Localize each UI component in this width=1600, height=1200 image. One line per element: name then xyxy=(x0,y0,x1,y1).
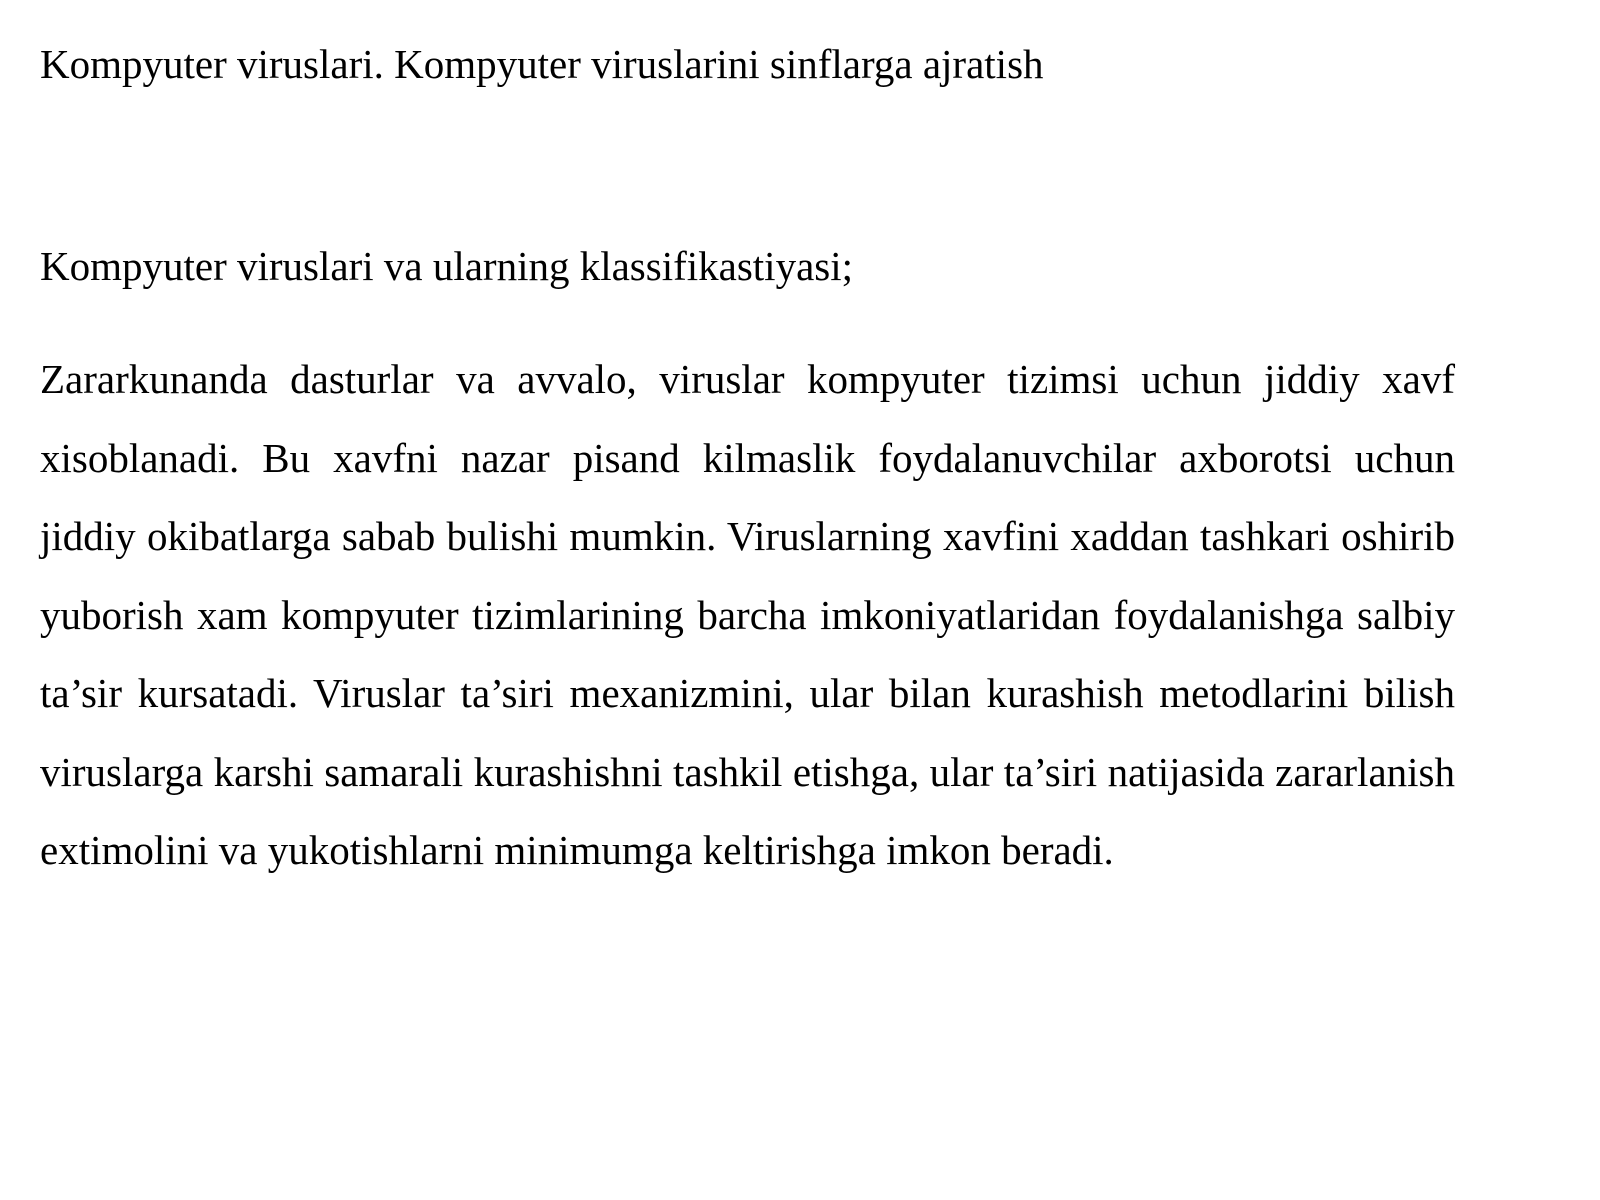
body-paragraph: Zararkunanda dasturlar va avvalo, viruslar kompyuter tizimsi uchun jiddiy xavf xisoblanadi. Bu xavfni nazar pisand kilmaslik foydalanuvchilar axborotsi uchun jiddiy okibatlarga sabab bulishi mumkin. Viruslarning xavfini xaddan tashkari oshirib yuborish xam kompyuter tizimlarining barcha imkoniyatlaridan foydalanishga salbiy ta’sir kursatadi. Viruslar ta’siri mexanizmini, ular bilan kurashish metodlarini bilish viruslarga karshi samarali kurashishni tashkil etishga, ular ta’siri natijasida zararlanish extimolini va yukotishlarni minimumga keltirishga imkon beradi. xyxy=(40,356,1455,873)
section-heading: Kompyuter viruslari va ularning klassifikastiyasi; xyxy=(40,243,854,289)
document-title: Kompyuter viruslari. Kompyuter viruslarini sinflarga ajratish xyxy=(40,41,1044,87)
